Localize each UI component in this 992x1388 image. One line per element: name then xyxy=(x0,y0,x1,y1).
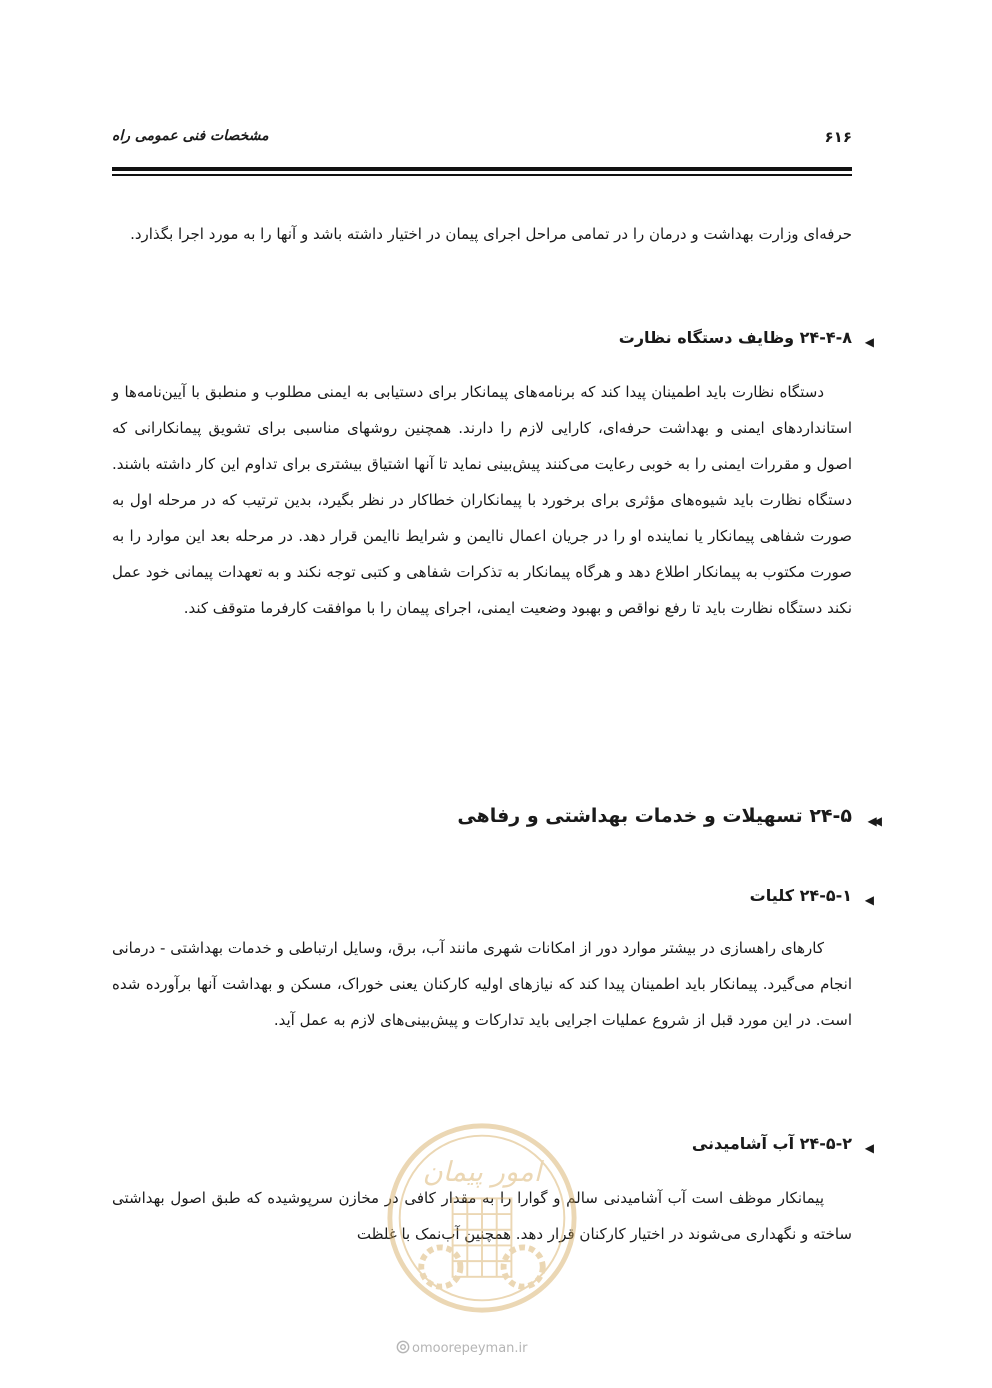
svg-text:امور پیمان: امور پیمان xyxy=(422,1156,542,1188)
header-rule-thin xyxy=(112,174,852,176)
paragraph-intro: حرفه‌ای وزارت بهداشت و درمان را در تمامی مراحل اجرای پیمان در اختیار داشته باشد و آنها را به مورد اجرا بگذارد. xyxy=(130,225,852,243)
watermark-site-text: omoorepeyman.ir xyxy=(412,1341,528,1356)
heading-marker-icon: ◀ xyxy=(864,335,874,349)
header-rule-thick xyxy=(112,167,852,171)
heading-welfare-section: ۲۴-۵ تسهیلات و خدمات بهداشتی و رفاهی xyxy=(457,805,852,827)
page-header xyxy=(112,128,852,154)
heading-supervision-duties: ۲۴-۴-۸ وظایف دستگاه نظارت xyxy=(618,328,852,347)
heading-marker-icon: ◀ xyxy=(864,893,874,907)
paragraph-supervision: دستگاه نظارت باید اطمینان پیدا کند که برنامه‌های پیمانکار برای دستیابی به ایمنی مطلوب و منطبق با آیین‌نامه‌ها و استانداردهای ایمنی و بهداشت حرفه‌ای، کارایی لازم را دارند. همچنین روشهای مناسبی برای تشویق پیمانکارانی که اصول و مقررات ایمنی را به خوبی رعایت می‌کنند پیش‌بینی نماید تا آنها اشتیاق بیشتری برای تداوم این کار داشته باشند. دستگاه نظارت باید شیوه‌های مؤثری برای برخورد با پیمانکاران خطاکار در نظر بگیرد، بدین ترتیب که در مرحله اول به صورت شفاهی پیمانکار یا نماینده او را در جریان اعمال ناایمن و شرایط ناایمن قرار دهد. در مرحله بعد این موارد را به صورت مکتوب به پیمانکار اطلاع دهد و هرگاه پیمانکار به تذکرات شفاهی و کتبی توجه نکند و به تعهدات پیمانی خود عمل نکند دستگاه نظارت باید تا رفع نواقص و بهبود وضعیت ایمنی، اجرای پیمان را با موافقت کارفرما متوقف کند. xyxy=(112,383,852,617)
watermark-site xyxy=(396,1340,596,1356)
heading-generalities: ۲۴-۵-۱ کلیات xyxy=(749,886,852,905)
page-number: ۶۱۶ xyxy=(824,128,852,146)
paragraph-drinking-water: پیمانکار موظف است آب آشامیدنی سالم و گوارا را به مقدار کافی در مخازن سرپوشیده که طبق اصول بهداشتی ساخته و نگهداری می‌شوند در اختیار کارکنان قرار دهد. همچنین آب‌نمک با غلظت xyxy=(112,1189,852,1243)
heading-drinking-water: ۲۴-۵-۲ آب آشامیدنی xyxy=(691,1134,852,1153)
heading-marker-icon: ◀ xyxy=(864,1141,874,1155)
section-marker-icon: ◀◀ xyxy=(867,814,878,828)
running-title: مشخصات فنی عمومی راه xyxy=(112,128,269,144)
at-sign-icon xyxy=(396,1340,410,1354)
paragraph-generalities: کارهای راهسازی در بیشتر موارد دور از امکانات شهری مانند آب، برق، وسایل ارتباطی و خدمات بهداشتی - درمانی انجام می‌گیرد. پیمانکار باید اطمینان پیدا کند که نیازهای اولیه کارکنان یعنی خوراک، مسکن و بهداشت آنها برآورده شده است. در این مورد قبل از شروع عملیات اجرایی باید تدارکات و پیش‌بینی‌های لازم به عمل آید. xyxy=(112,939,852,1029)
